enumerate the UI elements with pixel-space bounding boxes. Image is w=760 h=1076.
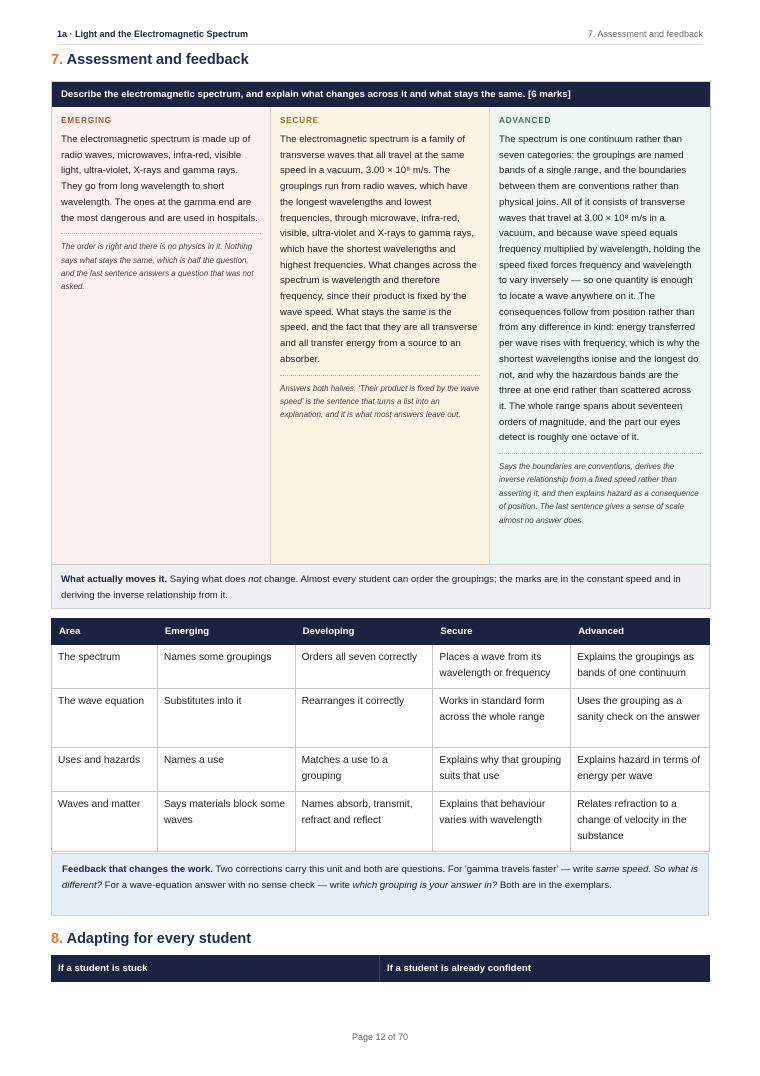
table-header-cell: Advanced	[571, 619, 710, 645]
table-cell: Explains the groupings as bands of one continuum	[571, 645, 710, 689]
adapting-table-header	[51, 955, 710, 982]
running-header	[57, 28, 703, 45]
table-cell: Orders all seven correctly	[295, 645, 433, 689]
section-8-number: 8.	[51, 931, 64, 947]
table-cell: Waves and matter	[52, 791, 158, 851]
secure-label: SECURE	[280, 116, 319, 125]
table-header-cell: Emerging	[157, 619, 295, 645]
section-8-title: Adapting for every student	[66, 931, 252, 947]
section-7-heading	[51, 52, 249, 68]
table-cell: Uses and hazards	[52, 747, 158, 791]
section-8-heading	[51, 931, 251, 947]
table-cell: Names some groupings	[157, 645, 295, 689]
table-cell: Rearranges it correctly	[295, 688, 433, 747]
table-cell: Says materials block some waves	[157, 791, 295, 851]
table-cell: The wave equation	[52, 688, 158, 747]
feedback-callout: Feedback that changes the work. Two corrections carry this unit and both are questions. For 'gamma travels faster' — write same speed. So what is different? For a wave-equation answer with no sense check — write which grouping is your answer in? Both are in the exemplars.	[51, 853, 709, 916]
question-prompt: Describe the electromagnetic spectrum, and explain what changes across it and what stays the same. [6 marks]	[52, 82, 710, 107]
emerging-label: EMERGING	[61, 116, 112, 125]
section-7-number: 7.	[51, 52, 64, 68]
adapt-header-confident: If a student is already confident	[387, 963, 531, 974]
table-cell: Names absorb, transmit, refract and reflect	[295, 791, 433, 851]
emerging-answer: The electromagnetic spectrum is made up of radio waves, microwaves, infra-red, visible light, ultra-violet, X-rays and gamma rays. They go from long wavelength to short wavelength. The ones at the gamma end are the most dangerous and are used in hospitals.	[61, 134, 258, 224]
progression-table	[51, 618, 710, 852]
table-row	[52, 747, 710, 791]
table-cell: Explains why that grouping suits that use	[433, 747, 571, 791]
header-divider	[379, 955, 380, 982]
advanced-answer: The spectrum is one continuum rather than seven categories: the groupings are named bands of a single range, and the boundaries between them are conventions rather than physical joins. All of it consists of transverse waves that travel at 3.00 × 10⁸ m/s in a vacuum, and because wave speed equals frequency multiplied by wavelength, holding the speed fixed forces frequency and wavelength to vary inversely — so one quantity is enough to locate a wave anywhere on it. The consequences follow from position rather than from any difference in kind: energy transferred per wave rises with frequency, which is why the shortest wavelengths ionise and the longest do not, and why the hazardous bands are the three at one end rather than scattered across it. The whole range spans about seventeen orders of magnitude, and the part our eyes detect is roughly one octave of it.	[499, 134, 701, 444]
table-row	[52, 645, 710, 689]
table-cell: Explains that behaviour varies with wavelength	[433, 791, 571, 851]
page-number: Page 12 of 70	[351, 1032, 409, 1042]
table-row	[52, 688, 710, 747]
table-cell: Names a use	[157, 747, 295, 791]
exemplar-question-box	[51, 81, 711, 609]
advanced-label: ADVANCED	[499, 116, 552, 125]
adapt-header-stuck: If a student is stuck	[58, 963, 148, 974]
advanced-column	[490, 107, 710, 564]
table-cell: Explains hazard in terms of energy per wave	[571, 747, 710, 791]
secure-commentary: Answers both halves. ‘Their product is fixed by the wave speed’ is the sentence that turns a list into an explanation, and it is what most answers leave out.	[280, 375, 480, 422]
header-section-title: 7. Assessment and feedback	[587, 29, 703, 39]
emerging-column	[52, 107, 271, 564]
secure-column	[271, 107, 490, 564]
table-cell: Places a wave from its wavelength or frequency	[433, 645, 571, 689]
emerging-commentary: The order is right and there is no physics in it. Nothing says what stays the same, which is half the question, and the last sentence answers a question that was not asked.	[61, 233, 261, 294]
table-cell: Works in standard form across the whole range	[433, 688, 571, 747]
section-7-title: Assessment and feedback	[66, 52, 249, 68]
header-document-title: 1a · Light and the Electromagnetic Spectrum	[57, 29, 249, 39]
advanced-commentary: Says the boundaries are conventions, derives the inverse relationship from a fixed speed rather than asserting it, and then explains hazard as a consequence of position. The last sentence gives a sense of scale almost no answer does.	[499, 453, 701, 527]
what-moves-it-note: What actually moves it. Saying what does not change. Almost every student can order the groupings; the marks are in the constant speed and in deriving the inverse relationship from it.	[52, 564, 710, 608]
table-cell: Uses the grouping as a sanity check on the answer	[571, 688, 710, 747]
table-cell: Relates refraction to a change of velocity in the substance	[571, 791, 710, 851]
table-header-row	[52, 619, 710, 645]
what-moves-it-lead: What actually moves it.	[61, 574, 168, 585]
table-header-cell: Area	[52, 619, 158, 645]
table-cell: The spectrum	[52, 645, 158, 689]
feedback-lead: Feedback that changes the work.	[62, 864, 213, 875]
table-header-cell: Developing	[295, 619, 433, 645]
table-cell: Matches a use to a grouping	[295, 747, 433, 791]
secure-answer: The electromagnetic spectrum is a family of transverse waves that all travel at the same speed in a vacuum, 3.00 × 10⁸ m/s. The groupings run from radio waves, which have the longest wavelengths and lowest frequencies, through microwave, infra-red, visible, ultra-violet and X-rays to gamma rays, which have the shortest wavelengths and highest frequencies. What changes across the spectrum is wavelength and therefore frequency, since their product is fixed by the wave speed. What stays the same is the speed, and the fact that they are all transverse and all transfer energy from a source to an absorber.	[280, 134, 478, 365]
table-row	[52, 791, 710, 851]
table-header-cell: Secure	[433, 619, 571, 645]
table-cell: Substitutes into it	[157, 688, 295, 747]
